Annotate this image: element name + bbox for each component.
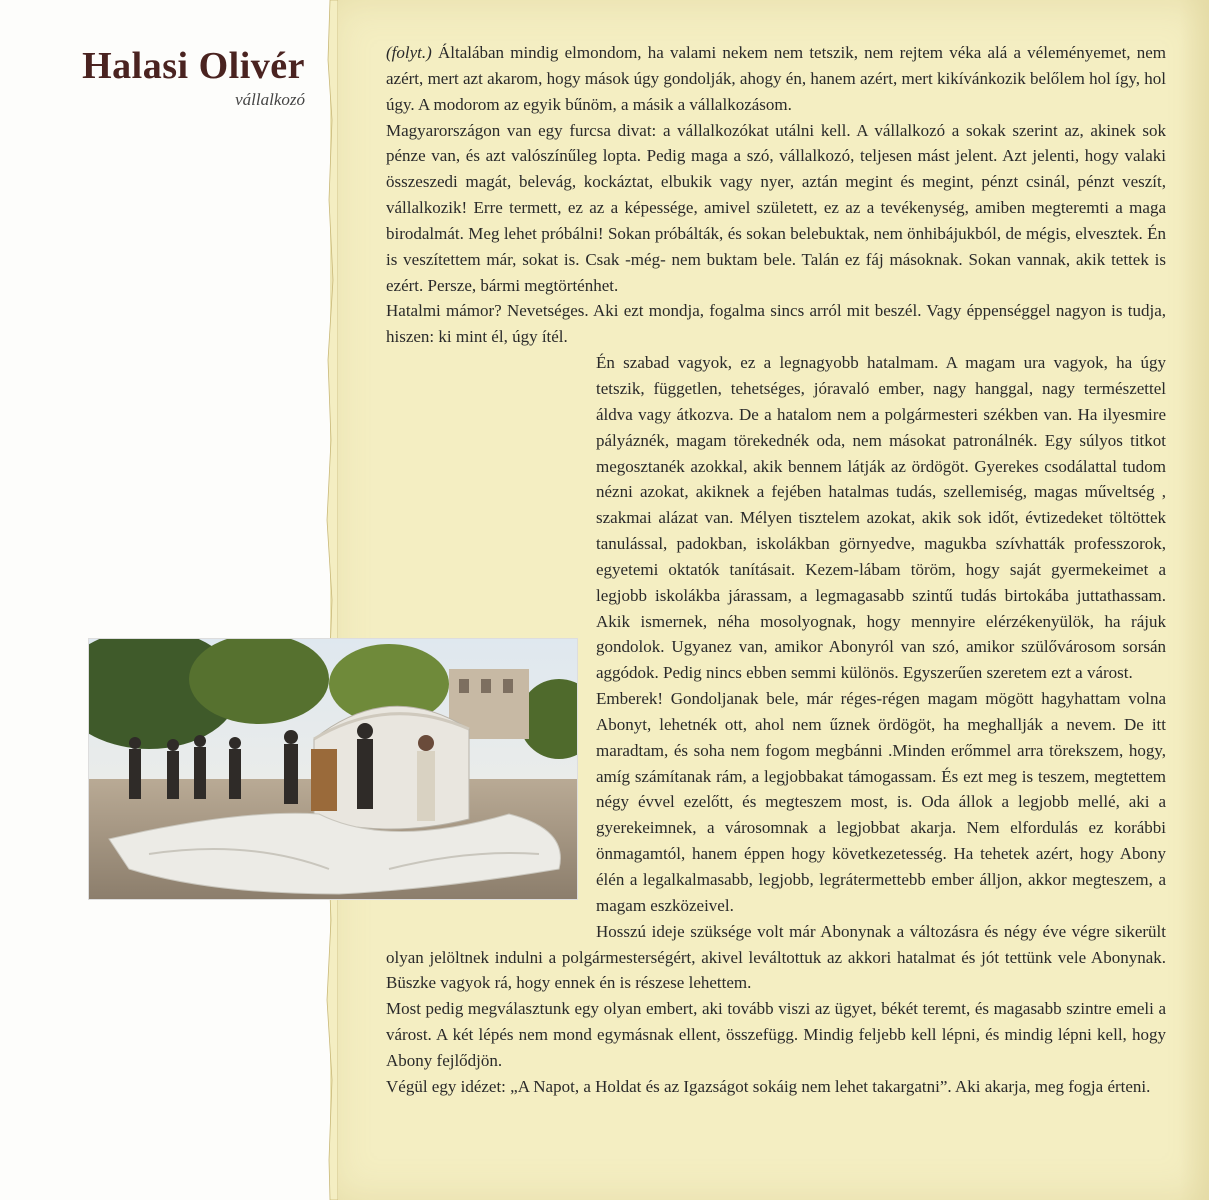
paragraph-1: [386, 40, 1166, 118]
author-name: Halasi Olivér: [82, 45, 305, 87]
author-role: vállalkozó: [235, 90, 305, 109]
paragraph-3: Hatalmi mámor? Nevetséges. Aki ezt mondja, fogalma sincs arról mit beszél. Vagy éppenséggel nagyon is tudja, hiszen: ki mint él, úgy ítél.: [386, 301, 1166, 347]
paragraph-5: Emberek! Gondoljanak bele, már réges-régen magam mögött hagyhattam volna Abonyt, lehetnék ott, ahol nem űznek ördögöt, ha meghallják a nevem. De itt maradtam, és soha nem fogom megbánni .Minden erőmmel arra törekszem, hogy, amíg számítanak rám, a legjobbakat támogassam. És ezt meg is teszem, megtettem négy évvel ezelőtt, és megteszem most, is. Oda állok a legjobb mellé, aki a gyerekeimnek, a városomnak a legjobbat akarja. Nem elfordulás ez korábbi önmagamtól, hanem éppen hogy következetesség. Ha tehetek azért, hogy Abony élén a legalkalmasabb, legjobb, legrátermettebb ember álljon, akkor megteszem, a magam eszközeivel.: [596, 689, 1166, 915]
torn-paper-edge: [322, 0, 338, 1200]
paragraph-8: Végül egy idézet: „A Napot, a Holdat és az Igazságot sokáig nem lehet takargatni”. Aki akarja, meg fogja érteni.: [386, 1076, 1151, 1096]
left-margin: [0, 0, 336, 1200]
paragraph-4: Én szabad vagyok, ez a legnagyobb hatalmam. A magam ura vagyok, ha úgy tetszik, független, tehetséges, jóravaló ember, nagy hanggal, nagy természettel áldva vagy átkozva. De a hatalom nem a polgármesteri székben van. Ha ilyesmire pályáznék, magam törekednék oda, nem másokat patronálnék. Egy súlyos titkot megosztanék azokkal, akik bennem látják az ördögöt. Gyerekes csodálattal tudom nézni azokat, akiknek a fejében hatalmas tudás, szellemiség, magas műveltség , szakmai alázat van. Mélyen tisztelem azokat, akik sok időt, évtizedeket töltöttek tanulással, padokban, iskolákban görnyedve, magukba szívhatták professzorok, egyetemi oktatók tanításait. Kezem-lábam töröm, hogy saját gyermekeimet a legjobb iskolákba járassam, a legmagasabb szintű tudás birtokába juttathassam. Akik ismernek, néha mosolyognak, hogy mennyire elérzékenyülök, ha rájuk gondolok. Ugyanez van, amikor Abonyról van szó, amikor szülővárosom sorsán aggódok. Pedig nincs ebben semmi különös. Egyszerűen szeretem ezt a várost.: [596, 353, 1166, 683]
article-body: [386, 40, 1166, 1100]
paragraph-1-text: Általában mindig elmondom, ha valami nekem nem tetszik, nem rejtem véka alá a véleményemet, nem azért, mert azt akarom, hogy mások úgy gondolják, ahogy én, hanem azért, mert kikívánkozik belőlem hol így, hol úgy. A modorom az egyik bűnöm, a másik a vállalkozásom.: [386, 43, 1166, 114]
photo-spacer: [386, 618, 596, 940]
paragraph-2: Magyarországon van egy furcsa divat: a vállalkozókat utálni kell. A vállalkozó a sokak szerint az, akinek sok pénze van, és azt valószínűleg lopta. Pedig maga a szó, vállalkozó, teljesen mást jelent. Azt jelenti, hogy valaki összeszedi magát, belevág, kockáztat, elbukik vagy nyer, aztán megint és megint, pénzt csinál, pénzt veszít, vállalkozik! Erre termett, ez az a képessége, amivel született, ez az a tevékenység, amiben megteremti a maga birodalmát. Meg lehet próbálni! Sokan próbálták, és sokan belebuktak, nem önhibájukból, de mégis, elvesztek. Én is veszítettem már, sokat is. Csak -még- nem buktam bele. Talán ez fáj másoknak. Sokan vannak, akik tettek is ezért. Persze, bármi megtörténhet.: [386, 120, 1166, 295]
paragraph-7: Most pedig megválasztunk egy olyan embert, aki tovább viszi az ügyet, békét teremt, és magasabb szintre emeli a várost. A két lépés nem mond egymásnak ellent, összefügg. Mindig feljebb kell lépni, és mindig lépni kell, hogy Abony fejlődjön.: [386, 999, 1166, 1070]
page-gutter-shade: [1179, 0, 1209, 1200]
continued-label: (folyt.): [386, 43, 432, 62]
paragraph-6: Hosszú ideje szüksége volt már Abonynak a változásra és négy éve végre sikerült olyan jelöltnek indulni a polgármesterségért, akivel leváltottuk az akkori hatalmat és jót tettünk vele Abonynak. Büszke vagyok rá, hogy ennek én is részese lehettem.: [386, 921, 1166, 993]
